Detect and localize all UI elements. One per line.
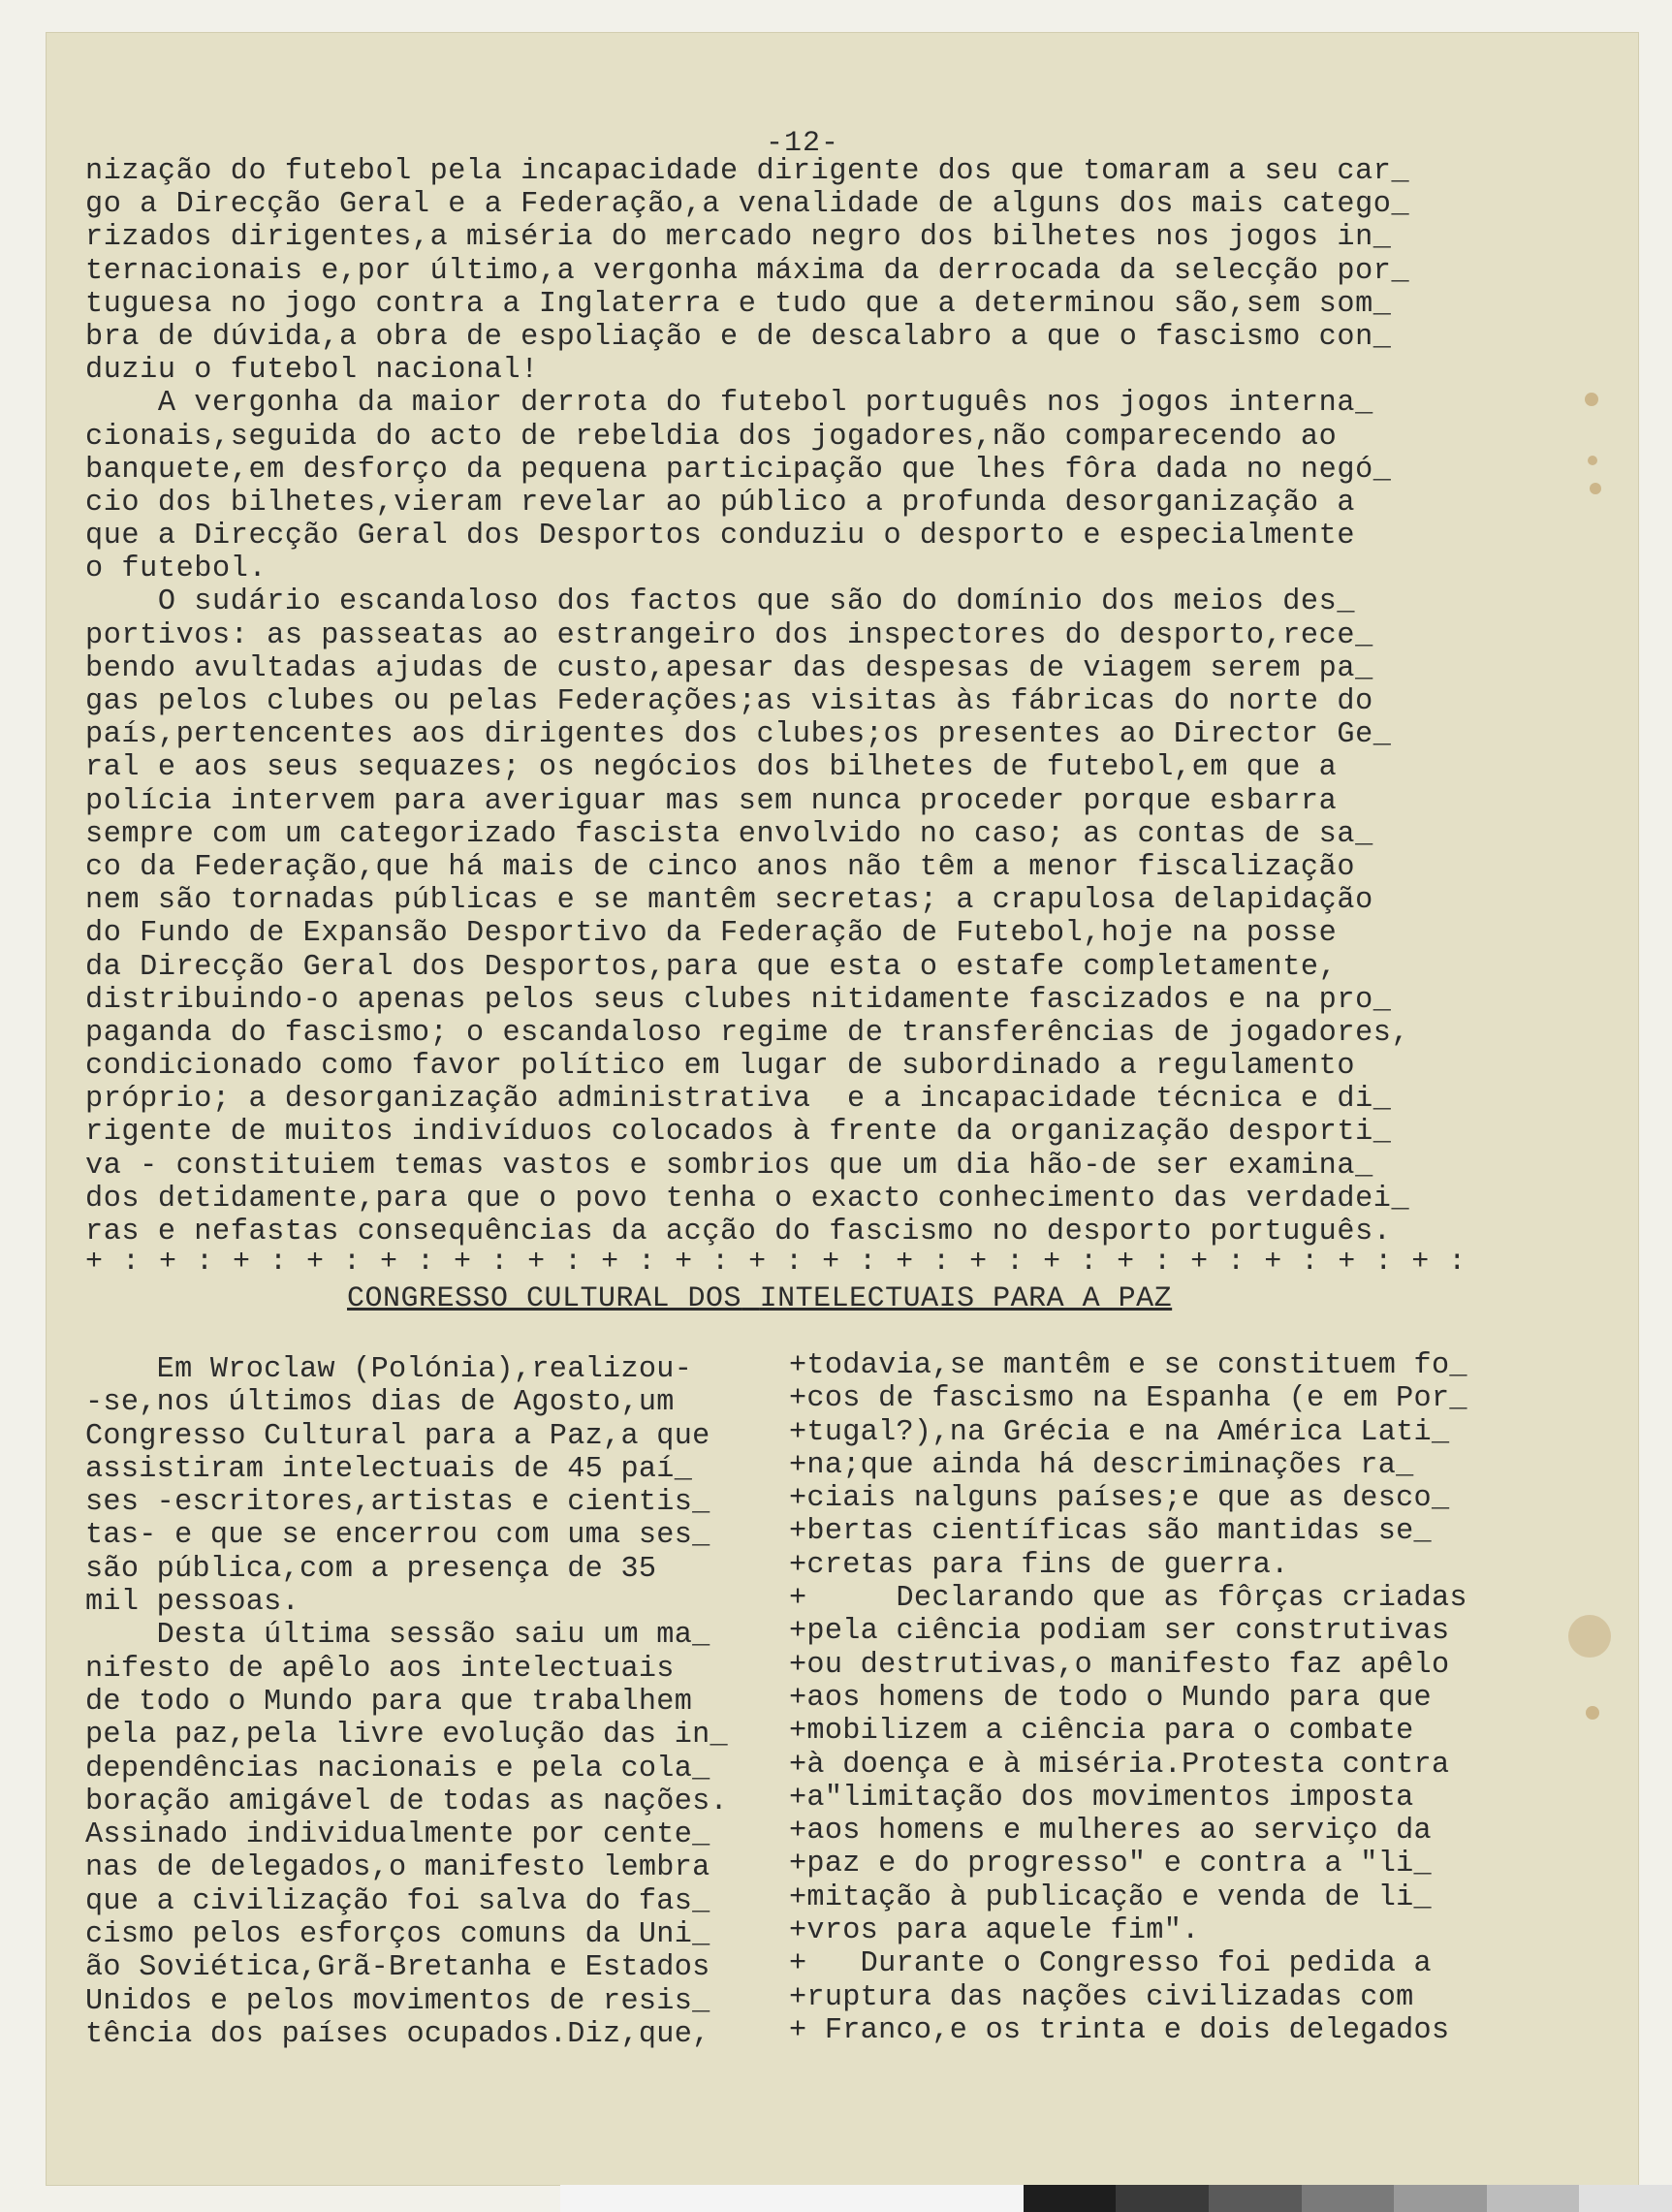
stain-mark [1568,1615,1611,1658]
body-line: país,pertencentes aos dirigentes dos clubes;os presentes ao Director Ge_ [85,718,1392,752]
body-line: O sudário escandaloso dos factos que são do domínio dos meios des_ [85,585,1356,619]
right-column-line: + Durante o Congresso foi pedida a [789,1947,1432,1981]
right-column-line: +vros para aquele fim". [789,1914,1200,1948]
right-column-line: +aos homens e mulheres ao serviço da [789,1815,1432,1849]
stain-mark [1585,393,1598,406]
left-column-line: Assinado individualmente por cente_ [85,1818,710,1852]
body-line: próprio; a desorganização administrativa e a incapacidade técnica e di_ [85,1083,1392,1117]
left-column-line: Em Wroclaw (Polónia),realizou- [85,1353,693,1386]
body-line: co da Federação,que há mais de cinco anos não têm a menor fiscalização [85,850,1356,884]
body-line: nização do futebol pela incapacidade dirigente dos que tomaram a seu car_ [85,155,1410,188]
right-column-line: +à doença e à miséria.Protesta contra [789,1748,1450,1782]
stain-mark [1588,456,1597,465]
right-column-line: +paz e do progresso" e contra a "li_ [789,1848,1432,1881]
left-column-line: pela paz,pela livre evolução das in_ [85,1719,728,1753]
left-column-line: tência dos países ocupados.Diz,que, [85,2017,710,2051]
body-line: paganda do fascismo; o escandaloso regime de transferências de jogadores, [85,1016,1410,1050]
body-line: tuguesa no jogo contra a Inglaterra e tudo que a determinou são,sem som_ [85,287,1392,321]
left-column-line: ses -escritores,artistas e cientis_ [85,1486,710,1520]
right-column-line: +ou destrutivas,o manifesto faz apêlo [789,1648,1450,1682]
right-column-line: +pela ciência podiam ser construtivas [789,1615,1450,1649]
color-scale-bar [560,2185,1672,2212]
body-line: nem são tornadas públicas e se mantêm secretas; a crapulosa delapidação [85,884,1373,918]
body-line: ras e nefastas consequências da acção do fascismo no desporto português. [85,1216,1392,1248]
left-column-line: de todo o Mundo para que trabalhem [85,1685,693,1719]
right-column [789,1349,1535,2047]
stain-mark [1590,483,1601,494]
right-column-line: +bertas científicas são mantidas se_ [789,1515,1432,1549]
right-column-line: +ruptura das nações civilizadas com [789,1980,1414,2014]
body-line: rigente de muitos indivíduos colocados à frente da organização desporti_ [85,1116,1392,1150]
right-column-line: +na;que ainda há descriminações ra_ [789,1448,1414,1482]
body-line: duziu o futebol nacional! [85,354,539,388]
left-column-line: que a civilização foi salva do fas_ [85,1884,710,1918]
body-line: A vergonha da maior derrota do futebol português nos jogos interna_ [85,387,1373,421]
body-line: do Fundo de Expansão Desportivo da Federação de Futebol,hoje na posse [85,917,1338,951]
body-line: rizados dirigentes,a miséria do mercado negro dos bilhetes nos jogos in_ [85,221,1392,255]
left-column-line: dependências nacionais e pela cola_ [85,1752,710,1785]
body-line: cionais,seguida do acto de rebeldia dos jogadores,não comparecendo ao [85,420,1338,454]
left-column [85,1353,798,2051]
left-column-line: mil pessoas. [85,1586,300,1620]
body-line: banquete,em desforço da pequena participação que lhes fôra dada no negó_ [85,453,1392,487]
body-line: ral e aos seus sequazes; os negócios dos bilhetes de futebol,em que a [85,751,1338,785]
body-line: bendo avultadas ajudas de custo,apesar das despesas de viagem serem pa_ [85,651,1373,685]
left-column-line: assistiram intelectuais de 45 paí_ [85,1452,693,1486]
body-line: sempre com um categorizado fascista envolvido no caso; as contas de sa_ [85,817,1373,851]
body-line: distribuindo-o apenas pelos seus clubes nitidamente fascizados e na pro_ [85,983,1392,1017]
left-column-line: Desta última sessão saiu um ma_ [85,1619,710,1653]
stain-mark [1586,1706,1599,1720]
body-line: cio dos bilhetes,vieram revelar ao público a profunda desorganização a [85,486,1356,520]
body-line: ternacionais e,por último,a vergonha máxima da derrocada da selecção por_ [85,254,1410,288]
section-heading-part1: CONGRESSO CULTURAL DOS [347,1282,742,1315]
body-line: gas pelos clubes ou pelas Federações;as visitas às fábricas do norte do [85,685,1373,718]
right-column-line: + Franco,e os trinta e dois delegados [789,2013,1450,2047]
right-column-line: +tugal?),na Grécia e na América Lati_ [789,1415,1450,1449]
left-column-line: ão Soviética,Grã-Bretanha e Estados [85,1951,710,1985]
left-column-line: boração amigável de todas as nações. [85,1785,728,1818]
body-text [85,155,1559,1248]
body-line: bra de dúvida,a obra de espoliação e de descalabro a que o fascismo con_ [85,320,1392,354]
left-column-line: são pública,com a presença de 35 [85,1552,657,1586]
body-line: va - constituiem temas vastos e sombrios que um dia hão-de ser examina_ [85,1149,1373,1183]
right-column-line: +cos de fascismo na Espanha (e em Por_ [789,1382,1467,1416]
left-column-line: cismo pelos esforços comuns da Uni_ [85,1918,710,1952]
right-column-line: +a"limitação dos movimentos imposta [789,1781,1414,1815]
body-line: portivos: as passeatas ao estrangeiro dos inspectores do desporto,rece_ [85,618,1373,652]
body-line: o futebol. [85,553,268,586]
section-heading-part2: INTELECTUAIS PARA A PAZ [759,1282,1173,1315]
body-line: condicionado como favor político em lugar de subordinado a regulamento [85,1050,1356,1084]
body-line: polícia intervem para averiguar mas sem nunca proceder porque esbarra [85,784,1338,818]
body-line: go a Direcção Geral e a Federação,a venalidade de alguns dos mais catego_ [85,188,1410,222]
right-column-line: +mobilizem a ciência para o combate [789,1715,1414,1749]
separator-row: + : + : + : + : + : + : + : + : + : + : + : + : + : + : + : + : + : + : + : [85,1246,1467,1279]
left-column-line: nifesto de apêlo aos intelectuais [85,1652,675,1686]
right-column-line: + Declarando que as fôrças criadas [789,1582,1467,1616]
section-heading [347,1282,1326,1315]
left-column-line: nas de delegados,o manifesto lembra [85,1851,710,1885]
right-column-line: +ciais nalguns países;e que as desco_ [789,1482,1450,1516]
right-column-line: +todavia,se mantêm e se constituem fo_ [789,1349,1467,1382]
left-column-line: tas- e que se encerrou com uma ses_ [85,1519,710,1553]
right-column-line: +cretas para fins de guerra. [789,1548,1289,1582]
body-line: da Direcção Geral dos Desportos,para que esta o estafe completamente, [85,950,1338,984]
body-line: dos detidamente,para que o povo tenha o exacto conhecimento das verdadei_ [85,1182,1410,1216]
page-number: -12- [765,127,839,160]
right-column-line: +aos homens de todo o Mundo para que [789,1681,1432,1715]
right-column-line: +mitação à publicação e venda de li_ [789,1880,1432,1914]
left-column-line: Unidos e pelos movimentos de resis_ [85,1984,710,2018]
left-column-line: Congresso Cultural para a Paz,a que [85,1419,710,1453]
body-line: que a Direcção Geral dos Desportos conduziu o desporto e especialmente [85,520,1356,553]
left-column-line: -se,nos últimos dias de Agosto,um [85,1386,675,1420]
